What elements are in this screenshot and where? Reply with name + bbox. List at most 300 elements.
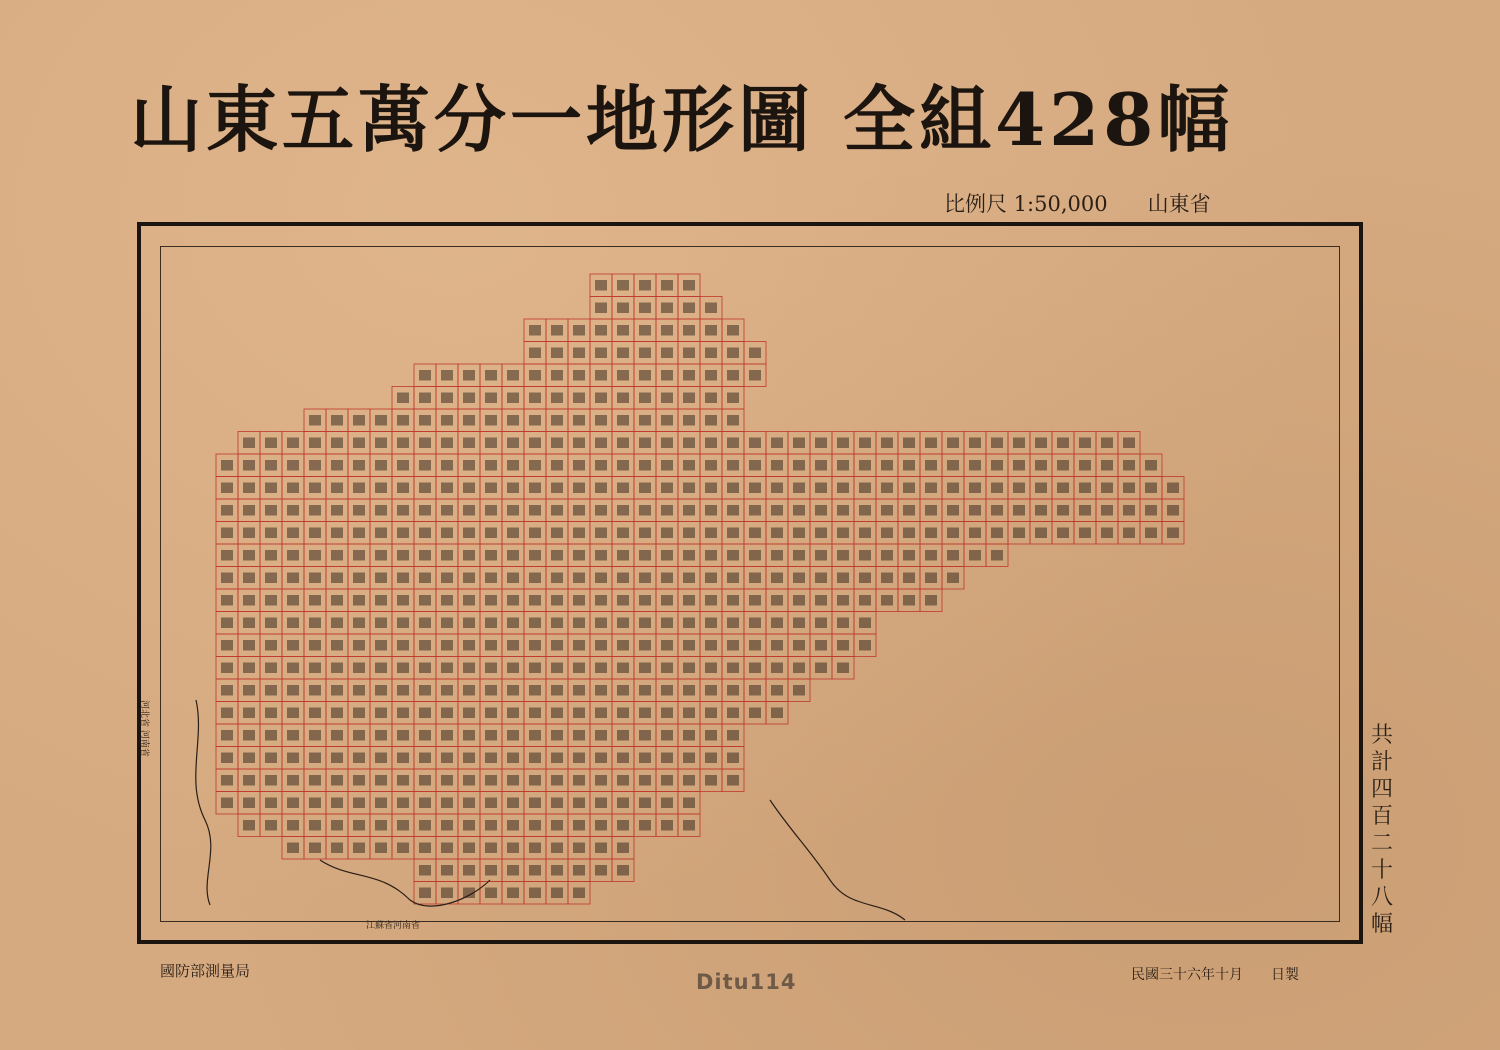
sheet-name-mark (705, 618, 717, 629)
sheet-name-mark (221, 775, 233, 786)
sheet-name-mark (705, 460, 717, 471)
sheet-name-mark (463, 438, 475, 449)
sheet-name-mark (463, 573, 475, 584)
sheet-name-mark (221, 573, 233, 584)
sheet-name-mark (507, 505, 519, 516)
sheet-name-mark (771, 663, 783, 674)
sheet-name-mark (639, 505, 651, 516)
sheet-name-mark (485, 415, 497, 426)
sheet-name-mark (551, 438, 563, 449)
sheet-name-mark (881, 460, 893, 471)
sheet-name-mark (727, 573, 739, 584)
sheet-name-mark (1145, 460, 1157, 471)
sheet-name-mark (705, 393, 717, 404)
sheet-name-mark (551, 685, 563, 696)
sheet-name-mark (661, 618, 673, 629)
sheet-name-mark (375, 775, 387, 786)
sheet-name-mark (925, 460, 937, 471)
sheet-name-mark (595, 775, 607, 786)
sheet-name-mark (661, 528, 673, 539)
sheet-name-mark (463, 505, 475, 516)
sheet-name-mark (353, 573, 365, 584)
sheet-name-mark (705, 685, 717, 696)
sheet-name-mark (683, 528, 695, 539)
sheet-name-mark (573, 798, 585, 809)
sheet-name-mark (397, 663, 409, 674)
sheet-name-mark (1101, 460, 1113, 471)
sheet-name-mark (265, 550, 277, 561)
sheet-name-mark (265, 505, 277, 516)
sheet-name-mark (309, 820, 321, 831)
sheet-name-mark (221, 685, 233, 696)
sheet-name-mark (441, 505, 453, 516)
sheet-name-mark (485, 753, 497, 764)
sheet-name-mark (353, 843, 365, 854)
sheet-name-mark (815, 505, 827, 516)
sheet-name-mark (595, 438, 607, 449)
sheet-name-mark (969, 550, 981, 561)
sheet-name-mark (793, 618, 805, 629)
sheet-name-mark (573, 483, 585, 494)
sheet-name-mark (925, 528, 937, 539)
sheet-name-mark (221, 595, 233, 606)
sheet-name-mark (331, 573, 343, 584)
sheet-name-mark (705, 415, 717, 426)
sheet-name-mark (463, 483, 475, 494)
sheet-name-mark (551, 505, 563, 516)
sheet-name-mark (595, 393, 607, 404)
sheet-name-mark (529, 573, 541, 584)
sheet-name-mark (661, 370, 673, 381)
sheet-name-mark (309, 618, 321, 629)
sheet-name-mark (441, 438, 453, 449)
sheet-name-mark (529, 730, 541, 741)
sheet-name-mark (793, 685, 805, 696)
sheet-name-mark (463, 550, 475, 561)
sheet-name-mark (397, 753, 409, 764)
sheet-name-mark (837, 573, 849, 584)
sheet-name-mark (551, 708, 563, 719)
sheet-name-mark (705, 550, 717, 561)
sheet-name-mark (507, 708, 519, 719)
sheet-name-mark (793, 438, 805, 449)
sheet-name-mark (419, 663, 431, 674)
sheet-name-mark (617, 573, 629, 584)
sheet-name-mark (507, 843, 519, 854)
sheet-name-mark (881, 528, 893, 539)
sheet-name-mark (375, 573, 387, 584)
sheet-name-mark (683, 820, 695, 831)
sheet-name-mark (397, 595, 409, 606)
sheet-name-mark (881, 505, 893, 516)
sheet-name-mark (1101, 483, 1113, 494)
sheet-name-mark (639, 528, 651, 539)
sheet-name-mark (639, 348, 651, 359)
sheet-name-mark (463, 753, 475, 764)
sheet-name-mark (1167, 505, 1179, 516)
sheet-name-mark (353, 460, 365, 471)
sheet-name-mark (529, 460, 541, 471)
sheet-name-mark (221, 730, 233, 741)
sheet-name-mark (859, 550, 871, 561)
sheet-name-mark (837, 595, 849, 606)
sheet-name-mark (397, 460, 409, 471)
sheet-name-mark (507, 618, 519, 629)
sheet-name-mark (353, 483, 365, 494)
sheet-name-mark (947, 550, 959, 561)
sheet-name-mark (595, 573, 607, 584)
sheet-name-mark (837, 640, 849, 651)
sheet-name-mark (595, 415, 607, 426)
sheet-name-mark (463, 415, 475, 426)
sheet-name-mark (815, 528, 827, 539)
sheet-name-mark (419, 393, 431, 404)
sheet-name-mark (485, 775, 497, 786)
sheet-name-mark (529, 415, 541, 426)
sheet-name-mark (265, 640, 277, 651)
sheet-name-mark (463, 595, 475, 606)
sheet-name-mark (727, 415, 739, 426)
sheet-name-mark (925, 595, 937, 606)
province-label: 山東省 (1147, 192, 1211, 216)
sheet-name-mark (573, 888, 585, 899)
sheet-name-mark (507, 685, 519, 696)
sheet-name-mark (287, 753, 299, 764)
sheet-name-mark (727, 775, 739, 786)
sheet-name-mark (749, 685, 761, 696)
sheet-name-mark (749, 528, 761, 539)
sheet-count-char: 八 (1370, 885, 1393, 910)
sheet-name-mark (617, 775, 629, 786)
sheet-name-mark (947, 438, 959, 449)
border-label-south: 江蘇省河南省 (366, 921, 421, 931)
sheet-name-mark (793, 550, 805, 561)
sheet-name-mark (375, 595, 387, 606)
watermark: Ditu114 (696, 970, 797, 994)
sheet-name-mark (947, 573, 959, 584)
sheet-name-mark (617, 798, 629, 809)
sheet-name-mark (881, 438, 893, 449)
sheet-name-mark (617, 640, 629, 651)
sheet-name-mark (639, 730, 651, 741)
sheet-name-mark (441, 663, 453, 674)
sheet-name-mark (463, 775, 475, 786)
sheet-name-mark (397, 528, 409, 539)
sheet-name-mark (551, 460, 563, 471)
sheet-name-mark (683, 438, 695, 449)
sheet-name-mark (705, 573, 717, 584)
sheet-name-mark (507, 370, 519, 381)
sheet-name-mark (529, 438, 541, 449)
sheet-name-mark (903, 460, 915, 471)
sheet-name-mark (639, 685, 651, 696)
sheet-name-mark (661, 573, 673, 584)
sheet-name-mark (771, 550, 783, 561)
sheet-name-mark (1035, 528, 1047, 539)
sheet-name-mark (529, 618, 541, 629)
sheet-name-mark (925, 483, 937, 494)
sheet-name-mark (683, 708, 695, 719)
sheet-name-mark (1013, 528, 1025, 539)
sheet-name-mark (441, 550, 453, 561)
sheet-name-mark (595, 505, 607, 516)
sheet-name-mark (969, 483, 981, 494)
sheet-name-mark (683, 483, 695, 494)
sheet-name-mark (683, 348, 695, 359)
sheet-name-mark (331, 798, 343, 809)
sheet-name-mark (1013, 505, 1025, 516)
sheet-name-mark (441, 753, 453, 764)
sheet-name-mark (1035, 460, 1047, 471)
sheet-name-mark (441, 370, 453, 381)
sheet-name-mark (573, 618, 585, 629)
sheet-name-mark (661, 595, 673, 606)
sheet-name-mark (551, 550, 563, 561)
sheet-name-mark (397, 618, 409, 629)
sheet-name-mark (243, 618, 255, 629)
sheet-name-mark (485, 618, 497, 629)
sheet-name-mark (727, 730, 739, 741)
sheet-name-mark (551, 888, 563, 899)
sheet-name-mark (353, 640, 365, 651)
sheet-name-mark (573, 573, 585, 584)
sheet-name-mark (507, 550, 519, 561)
sheet-name-mark (661, 460, 673, 471)
sheet-name-mark (683, 280, 695, 291)
sheet-name-mark (375, 708, 387, 719)
sheet-name-mark (353, 820, 365, 831)
sheet-name-mark (397, 730, 409, 741)
sheet-name-mark (595, 370, 607, 381)
sheet-name-mark (309, 460, 321, 471)
sheet-name-mark (309, 505, 321, 516)
sheet-name-mark (595, 843, 607, 854)
sheet-name-mark (925, 573, 937, 584)
sheet-name-mark (243, 820, 255, 831)
sheet-name-mark (683, 415, 695, 426)
sheet-name-mark (419, 708, 431, 719)
sheet-name-mark (309, 798, 321, 809)
sheet-name-mark (617, 438, 629, 449)
sheet-name-mark (287, 708, 299, 719)
sheet-name-mark (265, 460, 277, 471)
sheet-name-mark (419, 685, 431, 696)
sheet-name-mark (573, 708, 585, 719)
sheet-name-mark (309, 775, 321, 786)
sheet-name-mark (573, 550, 585, 561)
sheet-name-mark (683, 753, 695, 764)
sheet-name-mark (265, 438, 277, 449)
sheet-count-char: 二 (1370, 831, 1393, 856)
sheet-name-mark (661, 505, 673, 516)
sheet-name-mark (529, 685, 541, 696)
sheet-name-mark (683, 393, 695, 404)
sheet-name-mark (859, 460, 871, 471)
sheet-name-mark (837, 505, 849, 516)
sheet-name-mark (287, 798, 299, 809)
sheet-name-mark (529, 753, 541, 764)
sheet-name-mark (419, 415, 431, 426)
sheet-name-mark (749, 550, 761, 561)
sheet-name-mark (265, 708, 277, 719)
sheet-name-mark (331, 550, 343, 561)
coastline-south (770, 800, 905, 920)
sheet-name-mark (771, 640, 783, 651)
sheet-name-mark (331, 415, 343, 426)
sheet-name-mark (749, 595, 761, 606)
sheet-name-mark (419, 505, 431, 516)
sheet-name-mark (859, 640, 871, 651)
sheet-name-mark (815, 550, 827, 561)
sheet-name-mark (507, 820, 519, 831)
sheet-name-mark (771, 528, 783, 539)
sheet-name-mark (397, 550, 409, 561)
sheet-name-mark (815, 640, 827, 651)
sheet-name-mark (1057, 438, 1069, 449)
sheet-name-mark (749, 483, 761, 494)
sheet-name-mark (705, 505, 717, 516)
sheet-name-mark (397, 505, 409, 516)
sheet-name-mark (639, 798, 651, 809)
sheet-name-mark (397, 483, 409, 494)
sheet-name-mark (727, 325, 739, 336)
sheet-name-mark (353, 415, 365, 426)
sheet-name-mark (595, 820, 607, 831)
sheet-name-mark (551, 843, 563, 854)
sheet-name-mark (529, 708, 541, 719)
sheet-name-mark (529, 843, 541, 854)
sheet-name-mark (617, 505, 629, 516)
sheet-name-mark (1145, 483, 1157, 494)
sheet-name-mark (331, 483, 343, 494)
sheet-name-mark (287, 730, 299, 741)
sheet-name-mark (441, 843, 453, 854)
sheet-name-mark (617, 303, 629, 314)
sheet-name-mark (617, 663, 629, 674)
sheet-name-mark (441, 393, 453, 404)
sheet-name-mark (573, 505, 585, 516)
sheet-name-mark (683, 663, 695, 674)
sheet-name-mark (463, 730, 475, 741)
sheet-name-mark (661, 280, 673, 291)
sheet-name-mark (617, 370, 629, 381)
sheet-name-mark (353, 438, 365, 449)
sheet-name-mark (551, 348, 563, 359)
sheet-name-mark (573, 393, 585, 404)
sheet-name-mark (881, 573, 893, 584)
sheet-name-mark (683, 730, 695, 741)
sheet-name-mark (353, 595, 365, 606)
sheet-name-mark (221, 798, 233, 809)
sheet-name-mark (749, 348, 761, 359)
sheet-name-mark (243, 573, 255, 584)
sheet-name-mark (639, 280, 651, 291)
sheet-name-mark (639, 820, 651, 831)
sheet-name-mark (1057, 483, 1069, 494)
sheet-name-mark (419, 730, 431, 741)
sheet-name-mark (353, 775, 365, 786)
sheet-name-mark (991, 483, 1003, 494)
sheet-name-mark (991, 505, 1003, 516)
sheet-name-mark (331, 820, 343, 831)
sheet-name-mark (771, 460, 783, 471)
sheet-name-mark (595, 618, 607, 629)
sheet-name-mark (991, 460, 1003, 471)
sheet-name-mark (485, 438, 497, 449)
sheet-name-mark (397, 775, 409, 786)
sheet-name-mark (441, 730, 453, 741)
sheet-name-mark (639, 460, 651, 471)
sheet-name-mark (683, 370, 695, 381)
sheet-name-mark (265, 528, 277, 539)
sheet-name-mark (661, 730, 673, 741)
sheet-name-mark (705, 438, 717, 449)
sheet-name-mark (903, 550, 915, 561)
sheet-name-mark (441, 573, 453, 584)
sheet-name-mark (969, 460, 981, 471)
sheet-name-mark (419, 595, 431, 606)
sheet-name-mark (419, 820, 431, 831)
sheet-name-mark (243, 640, 255, 651)
sheet-name-mark (287, 528, 299, 539)
sheet-name-mark (1123, 528, 1135, 539)
sheet-name-mark (837, 528, 849, 539)
sheet-name-mark (551, 618, 563, 629)
sheet-name-mark (859, 595, 871, 606)
sheet-name-mark (375, 483, 387, 494)
sheet-name-mark (749, 640, 761, 651)
sheet-name-mark (573, 820, 585, 831)
sheet-name-mark (551, 820, 563, 831)
sheet-name-mark (221, 618, 233, 629)
sheet-name-mark (639, 618, 651, 629)
sheet-name-mark (573, 663, 585, 674)
sheet-name-mark (771, 618, 783, 629)
sheet-name-mark (375, 438, 387, 449)
sheet-name-mark (243, 663, 255, 674)
sheet-name-mark (661, 550, 673, 561)
sheet-name-mark (375, 550, 387, 561)
sheet-name-mark (265, 618, 277, 629)
sheet-name-mark (397, 438, 409, 449)
sheet-name-mark (947, 528, 959, 539)
sheet-name-mark (617, 415, 629, 426)
sheet-name-mark (221, 505, 233, 516)
sheet-name-mark (683, 460, 695, 471)
sheet-name-mark (287, 843, 299, 854)
sheet-name-mark (551, 573, 563, 584)
sheet-name-mark (573, 415, 585, 426)
sheet-name-mark (1167, 483, 1179, 494)
sheet-name-mark (265, 663, 277, 674)
sheet-name-mark (727, 505, 739, 516)
sheet-name-mark (661, 483, 673, 494)
sheet-name-mark (485, 663, 497, 674)
sheet-name-mark (485, 685, 497, 696)
sheet-name-mark (815, 595, 827, 606)
sheet-name-mark (1079, 505, 1091, 516)
sheet-name-mark (309, 483, 321, 494)
sheet-name-mark (353, 528, 365, 539)
sheet-name-mark (1079, 460, 1091, 471)
sheet-name-mark (595, 303, 607, 314)
sheet-name-mark (771, 595, 783, 606)
sheet-name-mark (793, 505, 805, 516)
sheet-name-mark (705, 595, 717, 606)
sheet-name-mark (243, 483, 255, 494)
sheet-name-mark (617, 843, 629, 854)
sheet-name-mark (463, 460, 475, 471)
